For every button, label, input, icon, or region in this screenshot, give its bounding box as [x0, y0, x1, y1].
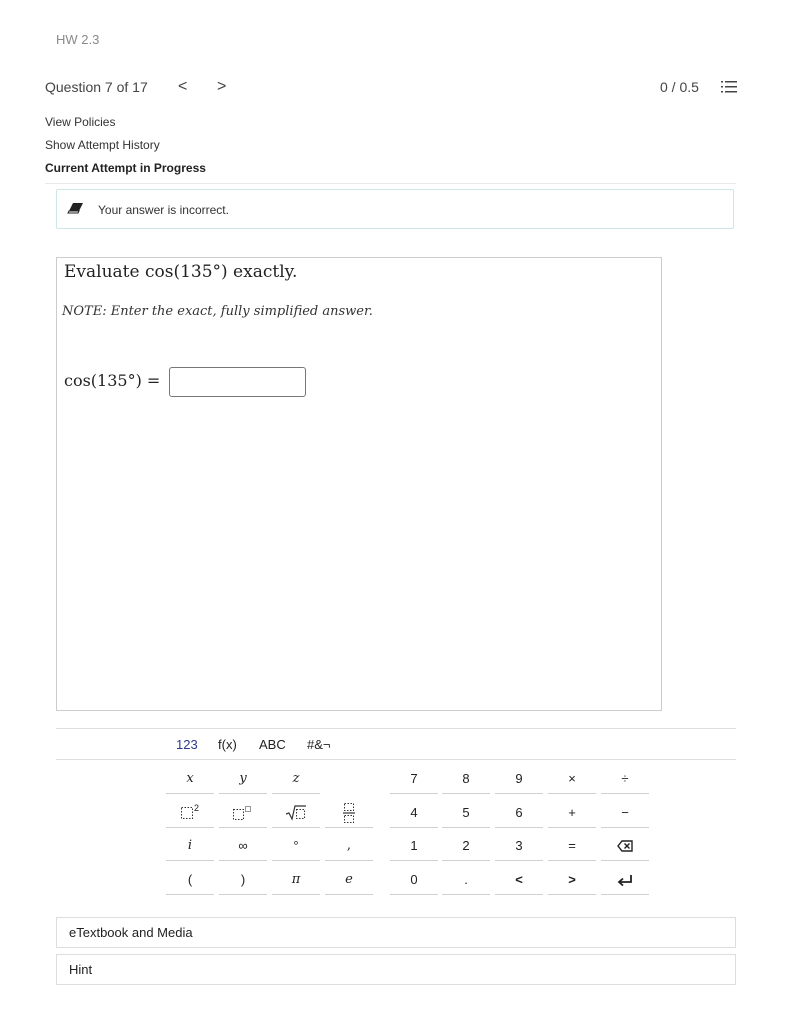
key-1[interactable]: 1: [390, 831, 438, 861]
view-policies-link[interactable]: View Policies: [45, 115, 116, 129]
key-right-paren[interactable]: ): [219, 865, 267, 895]
hint-label: Hint: [69, 962, 93, 977]
placeholder-box-icon: [181, 807, 193, 819]
key-divide[interactable]: ÷: [601, 764, 649, 794]
question-note: NOTE: Enter the exact, fully simplified answer.: [62, 304, 373, 319]
key-x[interactable]: x: [166, 764, 214, 794]
show-attempt-history-link[interactable]: Show Attempt History: [45, 138, 160, 152]
feedback-banner: [56, 189, 734, 229]
score-display: 0 / 0.5: [660, 79, 699, 95]
hw-title: HW 2.3: [56, 32, 100, 47]
key-4[interactable]: 4: [390, 798, 438, 828]
key-e[interactable]: e: [325, 865, 373, 895]
key-minus[interactable]: −: [601, 798, 649, 828]
square-superscript: 2: [193, 802, 199, 813]
divider: [45, 183, 736, 184]
key-fraction[interactable]: [325, 798, 373, 828]
key-i[interactable]: i: [166, 831, 214, 861]
question-counter: Question 7 of 17: [45, 79, 148, 95]
key-7[interactable]: 7: [390, 764, 438, 794]
key-6[interactable]: 6: [495, 798, 543, 828]
hint-row[interactable]: [56, 954, 736, 985]
power-icon: [233, 806, 253, 820]
key-z[interactable]: z: [272, 764, 320, 794]
fraction-icon: [343, 803, 355, 823]
tab-symbols[interactable]: #&¬: [307, 737, 331, 752]
key-pi[interactable]: π: [272, 865, 320, 895]
key-power[interactable]: [219, 798, 267, 828]
sqrt-icon: [285, 805, 307, 821]
key-times[interactable]: ×: [548, 764, 596, 794]
next-question-button[interactable]: >: [217, 78, 227, 95]
key-square[interactable]: [166, 798, 214, 828]
key-2[interactable]: 2: [442, 831, 490, 861]
key-enter[interactable]: [601, 865, 649, 895]
key-equals[interactable]: =: [548, 831, 596, 861]
key-9[interactable]: 9: [495, 764, 543, 794]
key-sqrt[interactable]: [272, 798, 320, 828]
list-icon[interactable]: [721, 80, 737, 94]
key-infinity[interactable]: ∞: [219, 831, 267, 861]
key-backspace[interactable]: [601, 831, 649, 861]
keyboard-divider-mid: [56, 759, 736, 760]
previous-question-button[interactable]: <: [178, 78, 188, 95]
backspace-icon: [617, 840, 633, 852]
question-panel: [56, 257, 662, 711]
etextbook-media-row[interactable]: [56, 917, 736, 948]
answer-input[interactable]: [169, 367, 306, 397]
key-degree[interactable]: °: [272, 831, 320, 861]
enter-icon: [617, 874, 633, 886]
tab-numbers[interactable]: 123: [176, 737, 198, 752]
key-cursor-right[interactable]: >: [548, 865, 596, 895]
eraser-icon: [67, 201, 85, 215]
current-attempt-label: Current Attempt in Progress: [45, 161, 206, 175]
key-5[interactable]: 5: [442, 798, 490, 828]
key-left-paren[interactable]: (: [166, 865, 214, 895]
key-0[interactable]: 0: [390, 865, 438, 895]
key-comma[interactable]: ,: [325, 831, 373, 861]
etextbook-media-label: eTextbook and Media: [69, 925, 193, 940]
tab-letters[interactable]: ABC: [259, 737, 286, 752]
answer-label: cos(135°) =: [64, 371, 161, 390]
key-8[interactable]: 8: [442, 764, 490, 794]
tab-functions[interactable]: f(x): [218, 737, 237, 752]
key-3[interactable]: 3: [495, 831, 543, 861]
key-plus[interactable]: +: [548, 798, 596, 828]
key-cursor-left[interactable]: <: [495, 865, 543, 895]
question-prompt: Evaluate cos(135°) exactly.: [64, 262, 298, 282]
key-y[interactable]: y: [219, 764, 267, 794]
key-dot[interactable]: .: [442, 865, 490, 895]
feedback-text: Your answer is incorrect.: [98, 203, 229, 217]
keyboard-divider-top: [56, 728, 736, 729]
